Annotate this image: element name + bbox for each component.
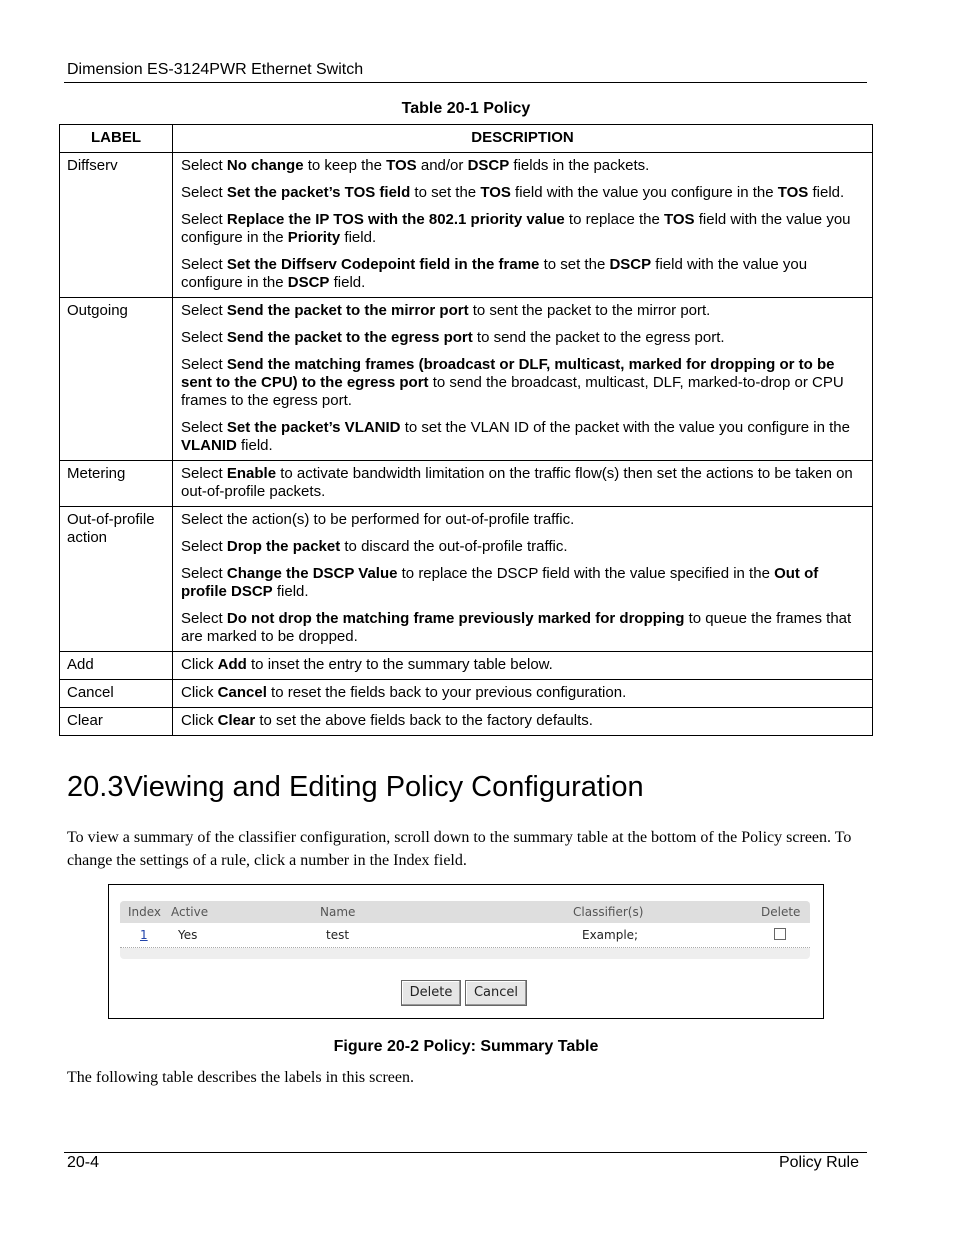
description-text: to sent the packet to the mirror port. xyxy=(468,302,711,319)
description-text: to set the above fields back to the factory defaults. xyxy=(255,712,593,729)
table-row xyxy=(60,680,873,708)
description-text: to activate bandwidth limitation on the traffic flow(s) then set the actions to be taken on out-of-profile packets. xyxy=(181,465,853,500)
table-row xyxy=(60,652,873,680)
description-text: to set the xyxy=(539,256,610,273)
header-delete: Delete xyxy=(761,905,801,919)
table-row xyxy=(60,507,873,652)
row-label: Cancel xyxy=(60,680,173,708)
field-name: DSCP xyxy=(609,256,652,273)
row-description xyxy=(173,298,873,461)
field-name: Clear xyxy=(217,712,256,729)
row-classifiers: Example; xyxy=(582,928,639,942)
description-paragraph xyxy=(181,211,864,247)
description-paragraph xyxy=(181,256,864,292)
field-name: Out of profile DSCP xyxy=(181,565,819,600)
description-text: Select xyxy=(181,302,227,319)
description-text: field with the value you configure in the xyxy=(181,211,851,246)
row-description xyxy=(173,461,873,507)
description-text: to discard the out-of-profile traffic. xyxy=(340,538,568,555)
description-text: Select xyxy=(181,565,227,582)
delete-button[interactable]: Delete xyxy=(401,980,461,1006)
following-text: The following table describes the labels in this screen. xyxy=(67,1069,415,1086)
description-text: field. xyxy=(340,229,377,246)
field-name: No change xyxy=(226,157,304,174)
row-label: Clear xyxy=(60,708,173,736)
row-description xyxy=(173,680,873,708)
description-text: Click xyxy=(181,684,218,701)
table-title: Table 20-1 Policy xyxy=(401,100,531,117)
description-text: Select xyxy=(181,256,227,273)
header-active: Active xyxy=(171,905,209,919)
description-paragraph xyxy=(181,419,864,455)
description-text: field. xyxy=(236,437,273,454)
description-text: to queue the frames that are marked to be dropped. xyxy=(181,610,852,645)
field-name: Set the packet’s TOS field xyxy=(226,184,411,201)
description-paragraph xyxy=(181,356,864,410)
description-text: Select xyxy=(181,538,227,555)
table-row xyxy=(60,708,873,736)
description-text: Select xyxy=(181,419,227,436)
figure-caption: Figure 20-2 Policy: Summary Table xyxy=(333,1038,599,1055)
row-label: Diffserv xyxy=(60,153,173,298)
policy-table xyxy=(59,124,873,736)
description-text: field with the value you configure in the xyxy=(510,184,778,201)
summary-row xyxy=(120,923,810,948)
row-label: Metering xyxy=(60,461,173,507)
description-text: Click xyxy=(181,712,218,729)
chapter-name: Policy Rule xyxy=(778,1154,859,1171)
field-name: Change the DSCP Value xyxy=(226,565,398,582)
row-active: Yes xyxy=(178,928,198,942)
description-text: to set the xyxy=(410,184,481,201)
index-link[interactable]: 1 xyxy=(140,928,148,942)
field-name: DSCP xyxy=(467,157,510,174)
row-description xyxy=(173,708,873,736)
field-name: Drop the packet xyxy=(226,538,341,555)
description-text: and/or xyxy=(416,157,468,174)
description-paragraph xyxy=(181,538,864,556)
description-paragraph xyxy=(181,465,864,501)
description-paragraph xyxy=(181,302,864,320)
description-text: Select xyxy=(181,329,227,346)
description-paragraph xyxy=(181,610,864,646)
delete-checkbox[interactable] xyxy=(774,928,786,940)
description-text: to replace the DSCP field with the value specified in the xyxy=(397,565,775,582)
field-name: TOS xyxy=(480,184,511,201)
running-header: Dimension ES-3124PWR Ethernet Switch xyxy=(67,61,364,78)
table-row xyxy=(60,153,873,298)
description-paragraph xyxy=(181,329,864,347)
field-name: Send the matching frames (broadcast or DLF, multicast, marked for dropping or to be sent to the CPU) to the egress port xyxy=(181,356,835,391)
description-text: to set the VLAN ID of the packet with the value you configure in the xyxy=(400,419,850,436)
summary-header-row xyxy=(120,901,810,923)
description-text: Select xyxy=(181,157,227,174)
description-paragraph xyxy=(181,511,864,529)
row-label: Out-of-profile action xyxy=(60,507,173,652)
page-number: 20-4 xyxy=(67,1154,100,1171)
description-text: Click xyxy=(181,656,218,673)
field-name: Set the packet’s VLANID xyxy=(226,419,401,436)
field-name: Priority xyxy=(287,229,341,246)
field-name: Add xyxy=(217,656,247,673)
field-name: Send the packet to the egress port xyxy=(226,329,473,346)
field-name: Send the packet to the mirror port xyxy=(226,302,469,319)
description-paragraph xyxy=(181,684,864,702)
description-text: field with the value you configure in the xyxy=(181,256,808,291)
field-name: TOS xyxy=(777,184,809,201)
field-name: TOS xyxy=(664,211,695,228)
description-paragraph xyxy=(181,565,864,601)
field-name: DSCP xyxy=(287,274,330,291)
row-label: Outgoing xyxy=(60,298,173,461)
row-description xyxy=(173,652,873,680)
header-classifiers: Classifier(s) xyxy=(573,905,644,919)
description-text: Select the action(s) to be performed for out-of-profile traffic. xyxy=(181,511,575,528)
summary-figure xyxy=(108,884,824,1019)
field-name: Cancel xyxy=(217,684,267,701)
description-paragraph xyxy=(181,157,864,175)
table-row xyxy=(60,461,873,507)
section-title: Viewing and Editing Policy Configuration xyxy=(123,771,644,803)
field-name: Enable xyxy=(226,465,277,482)
table-row xyxy=(60,298,873,461)
description-paragraph xyxy=(181,712,864,730)
description-text: to inset the entry to the summary table below. xyxy=(246,656,553,673)
column-header-label: LABEL xyxy=(60,125,173,153)
field-name: Replace the IP TOS with the 802.1 priority value xyxy=(226,211,565,228)
table-header-row xyxy=(60,125,873,153)
header-rule xyxy=(64,82,867,83)
section-heading xyxy=(67,771,644,804)
description-text: to keep the xyxy=(303,157,387,174)
field-name: Set the Diffserv Codepoint field in the frame xyxy=(226,256,540,273)
section-number: 20.3 xyxy=(67,771,124,803)
cancel-button[interactable]: Cancel xyxy=(465,980,527,1006)
description-text: to send the broadcast, multicast, DLF, marked-to-drop or CPU frames to the egress port. xyxy=(181,374,844,409)
description-text: Select xyxy=(181,211,227,228)
summary-table xyxy=(120,901,810,959)
header-index: Index xyxy=(128,905,162,919)
footer-rule xyxy=(64,1152,867,1153)
row-name: test xyxy=(326,928,350,942)
description-paragraph xyxy=(181,656,864,674)
description-text: to replace the xyxy=(564,211,664,228)
header-name: Name xyxy=(320,905,356,919)
field-name: VLANID xyxy=(181,437,237,454)
description-text: Select xyxy=(181,610,227,627)
description-text: fields in the packets. xyxy=(509,157,650,174)
description-text: field. xyxy=(808,184,845,201)
description-text: to reset the fields back to your previous configuration. xyxy=(266,684,627,701)
policy-table-body xyxy=(60,153,873,736)
description-text: to send the packet to the egress port. xyxy=(472,329,725,346)
intro-paragraph: To view a summary of the classifier configuration, scroll down to the summary table at the bottom of the Policy screen. To change the settings of a rule, click a number in the Index field. xyxy=(67,829,852,869)
field-name: Do not drop the matching frame previously marked for dropping xyxy=(226,610,685,627)
description-text: Select xyxy=(181,465,227,482)
row-label: Add xyxy=(60,652,173,680)
description-text: field. xyxy=(272,583,309,600)
description-text: Select xyxy=(181,356,227,373)
field-name: TOS xyxy=(386,157,417,174)
row-description xyxy=(173,507,873,652)
description-text: field. xyxy=(329,274,366,291)
column-header-description: DESCRIPTION xyxy=(173,125,873,153)
row-description xyxy=(173,153,873,298)
description-text: Select xyxy=(181,184,227,201)
description-paragraph xyxy=(181,184,864,202)
